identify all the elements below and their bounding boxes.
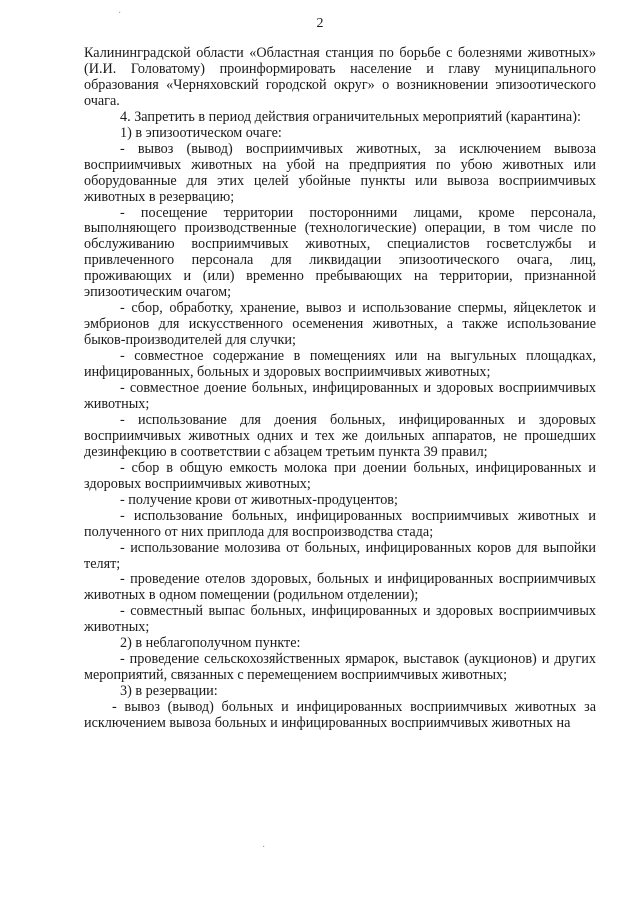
paragraph-bullet: - вывоз (вывод) больных и инфицированных восприимчивых животных за исключением вывоза больных и инфицированных восприимчивых животных на	[84, 699, 596, 732]
scan-speck: ·	[262, 842, 266, 853]
scan-speck: ·	[118, 8, 122, 19]
paragraph-bullet: - совместный выпас больных, инфицированных и здоровых восприимчивых животных;	[84, 603, 596, 636]
subheading-epizootic-focus: 1) в эпизоотическом очаге:	[120, 124, 282, 141]
paragraph-bullet: - использование для доения больных, инфицированных и здоровых восприимчивых животных одних и тех же доильных аппаратов, не прошедших дезинфекцию в соответствии с абзацем третьим пункта 39 правил;	[84, 411, 596, 460]
paragraph-bullet: - сбор в общую емкость молока при доении больных, инфицированных и здоровых восприимчивых животных;	[84, 459, 596, 492]
paragraph-bullet: - совместное содержание в помещениях или на выгульных площадках, инфицированных, больных и здоровых восприимчивых животных;	[84, 348, 596, 381]
paragraph-bullet: - использование молозива от больных, инфицированных коров для выпойки телят;	[84, 539, 596, 572]
paragraph-bullet: - посещение территории посторонними лицами, кроме персонала, выполняющего производственные (технологические) операции, в том числе по обслуживанию восприимчивых животных, специалистов госветслужбы и привлеченного персонала для ликвидации эпизоотического очага, лиц, проживающих и (или) временно пребывающих на территории, признанной эпизоотическим очагом;	[84, 204, 596, 301]
paragraph-bullet: - получение крови от животных-продуцентов;	[120, 491, 398, 508]
paragraph-bullet: - использование больных, инфицированных восприимчивых животных и полученного от них приплода для воспроизводства стада;	[84, 507, 596, 540]
paragraph-item-4: 4. Запретить в период действия ограничительных мероприятий (карантина):	[120, 108, 581, 125]
document-body	[84, 46, 596, 732]
paragraph-intro: Калининградской области «Областная станция по борьбе с болезнями животных» (И.И. Головатому) проинформировать население и главу муниципального образования «Черняховский городской округ» о возникновении эпизоотического очага.	[84, 45, 596, 109]
paragraph-bullet: - вывоз (вывод) восприимчивых животных, за исключением вывоза восприимчивых животных на убой на предприятия по убою животных или оборудованные для этих целей убойные пункты или вывоза восприимчивых животных в резервацию;	[84, 140, 596, 205]
paragraph-bullet: - совместное доение больных, инфицированных и здоровых восприимчивых животных;	[84, 380, 596, 412]
paragraph-bullet: - сбор, обработку, хранение, вывоз и использование спермы, яйцеклеток и эмбрионов для искусственного осеменения животных, а также использование быков-производителей для случки;	[84, 300, 596, 349]
subheading-unfavorable-point: 2) в неблагополучном пункте:	[120, 635, 301, 652]
paragraph-bullet: - проведение отелов здоровых, больных и инфицированных восприимчивых животных в одном помещении (родильном отделении);	[84, 571, 596, 604]
paragraph-bullet: - проведение сельскохозяйственных ярмарок, выставок (аукционов) и других мероприятий, связанных с перемещением восприимчивых животных;	[84, 651, 596, 684]
subheading-reservation: 3) в резервации:	[120, 683, 218, 700]
page-number: 2	[316, 16, 324, 31]
